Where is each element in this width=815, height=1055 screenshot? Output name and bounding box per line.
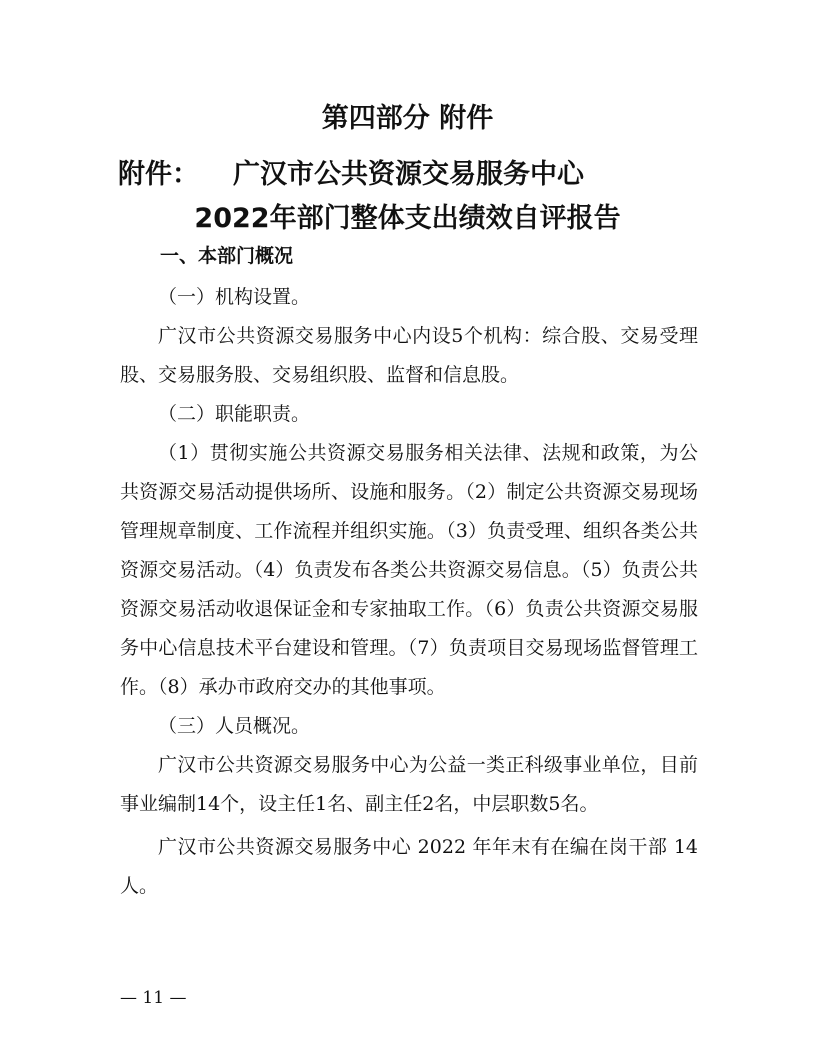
attachment-title-line1 xyxy=(118,152,584,191)
attachment-title-org: 广汉市公共资源交易服务中心 xyxy=(233,159,584,190)
paragraph-org-setup: 广汉市公共资源交易服务中心内设5个机构：综合股、交易受理股、交易服务股、交易组织股、监督和信息股。 xyxy=(120,325,698,386)
section-heading: 一、本部门概况 xyxy=(160,245,294,267)
subheading-org-setup: （一）机构设置。 xyxy=(158,286,311,308)
subheading-duties: （二）职能职责。 xyxy=(158,403,311,425)
part-title: 第四部分 附件 xyxy=(321,103,494,134)
paragraph-staff: 广汉市公共资源交易服务中心为公益一类正科级事业单位，目前事业编制14个，设主任1名、副主任2名，中层职数5名。 xyxy=(120,754,698,815)
paragraph-duties: （1）贯彻实施公共资源交易服务相关法律、法规和政策，为公共资源交易活动提供场所、设施和服务。（2）制定公共资源交易现场管理规章制度、工作流程并组织实施。（3）负责受理、组织各类公共资源交易活动。（4）负责发布各类公共资源交易信息。（5）负责公共资源交易活动收退保证金和专家抽取工作。（6）负责公共资源交易服务中心信息技术平台建设和管理。（7）负责项目交易现场监督管理工作。（8）承办市政府交办的其他事项。 xyxy=(120,442,698,698)
document-body xyxy=(120,278,698,906)
attachment-title-line2: 2022年部门整体支出绩效自评报告 xyxy=(194,203,621,234)
page-number: — 11 — xyxy=(120,988,187,1008)
attachment-label: 附件： xyxy=(118,159,199,190)
paragraph-staff-count: 广汉市公共资源交易服务中心 2022 年年末有在编在岗干部 14 人。 xyxy=(120,836,698,897)
subheading-staff: （三）人员概况。 xyxy=(158,715,311,737)
